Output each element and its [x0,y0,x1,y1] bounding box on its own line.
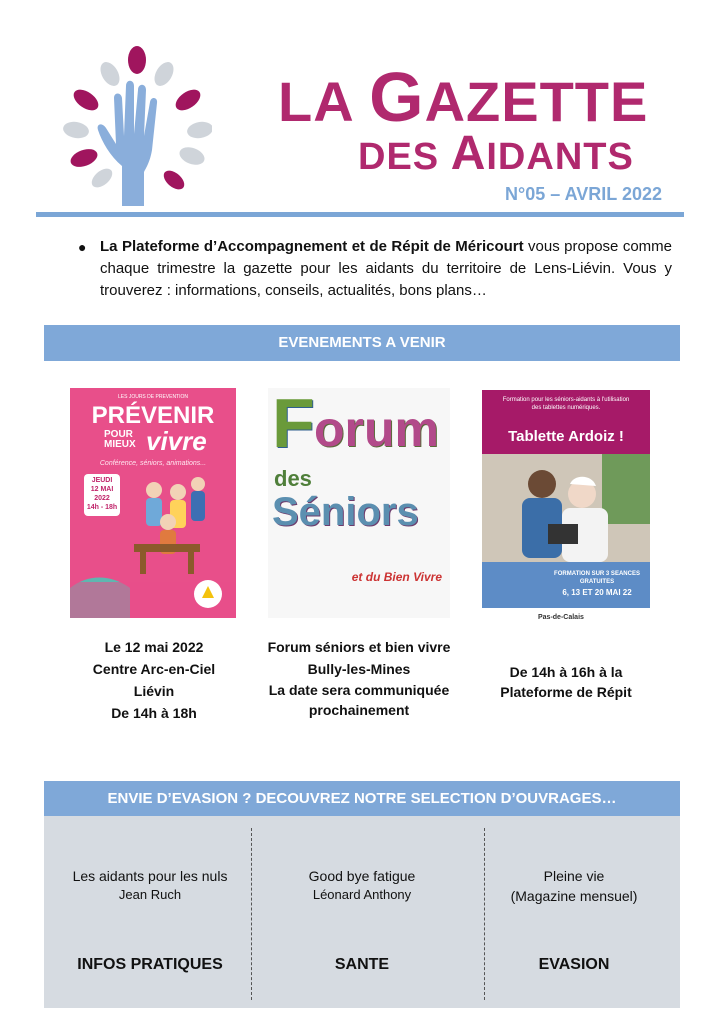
header-divider [36,212,684,217]
book-author: Jean Ruch [118,887,182,902]
hand-tree-logo [62,46,212,216]
book-author: Léonard Anthony [312,887,412,902]
poster1-pour: POUR MIEUX [104,429,136,450]
poster2-f: F [272,388,315,462]
poster3-title: Tablette Ardoiz ! [508,428,624,445]
bullet-icon: ● [78,239,87,255]
poster2-orum: orum [314,401,439,457]
book-title: Good bye fatigue [308,868,416,884]
books-banner: ENVIE D’EVASION ? DECOUVREZ NOTRE SELECTION D’OUVRAGES… [44,781,680,816]
poster3-info-band: FORMATION SUR 3 SEANCES GRATUITES 6, 13 ET 20 MAI 22 [482,562,650,608]
poster-tablette-ardoiz [482,390,650,630]
intro-text: vous propose comme chaque trimestre la gazette pour les aidants du territoire de Lens-Liévin. Vous y trouverez : informations, conseils, actualités, bons plans… [100,238,672,299]
issue-number: N°05 – AVRIL 2022 [505,184,662,204]
book-category: SANTE [334,956,390,973]
poster3-photo [482,454,650,562]
book-author: (Magazine mensuel) [510,888,638,904]
poster1-title: PRÉVENIR [91,402,215,429]
events-banner: EVENEMENTS A VENIR [44,325,680,361]
poster3-head: Formation pour les séniors-aidants à l'utilisation des tablettes numériques. [502,397,630,411]
event-1-details: Le 12 mai 2022 Centre Arc-en-Ciel Liévin De 14h à 18h [92,639,216,721]
intro-paragraph [78,236,672,302]
poster2-seniors: Séniors [272,490,419,534]
poster2-bien-vivre: et du Bien Vivre [351,570,442,584]
intro-bold: La Plateforme d’Accompagnement et de Répit de Méricourt [100,238,524,255]
poster2-des: des [274,466,312,491]
book-title: Pleine vie [543,868,605,884]
poster1-tagline: Conférence, séniors, animations... [99,460,207,467]
book-item [44,816,256,1008]
books-panel [44,816,680,1008]
poster1-vivre: vivre [146,426,207,456]
poster3-pas-de-calais: Pas-de-Calais [538,614,584,621]
poster1-date-badge: JEUDI 12 MAI 2022 14h - 18h [84,474,120,516]
gazette-title-line1: LA GAZETTE [278,58,649,136]
book-title: Les aidants pour les nuls [72,868,228,884]
book-item [256,816,468,1008]
book-category: EVASION [538,956,610,973]
poster1-top: LES JOURS DE PREVENTION [117,394,188,400]
poster-forum-seniors [268,388,450,618]
poster1-illustration [70,476,236,618]
book-category: INFOS PRATIQUES [77,956,223,973]
gazette-title-line2: DES AIDANTS [358,127,634,180]
book-item [468,816,680,1008]
event-3-details: De 14h à 16h à la Plateforme de Répit [500,664,632,700]
poster-prevenir [70,388,236,618]
event-2-details: Forum séniors et bien vivre Bully-les-Mines La date sera communiquée prochainement [267,639,451,718]
